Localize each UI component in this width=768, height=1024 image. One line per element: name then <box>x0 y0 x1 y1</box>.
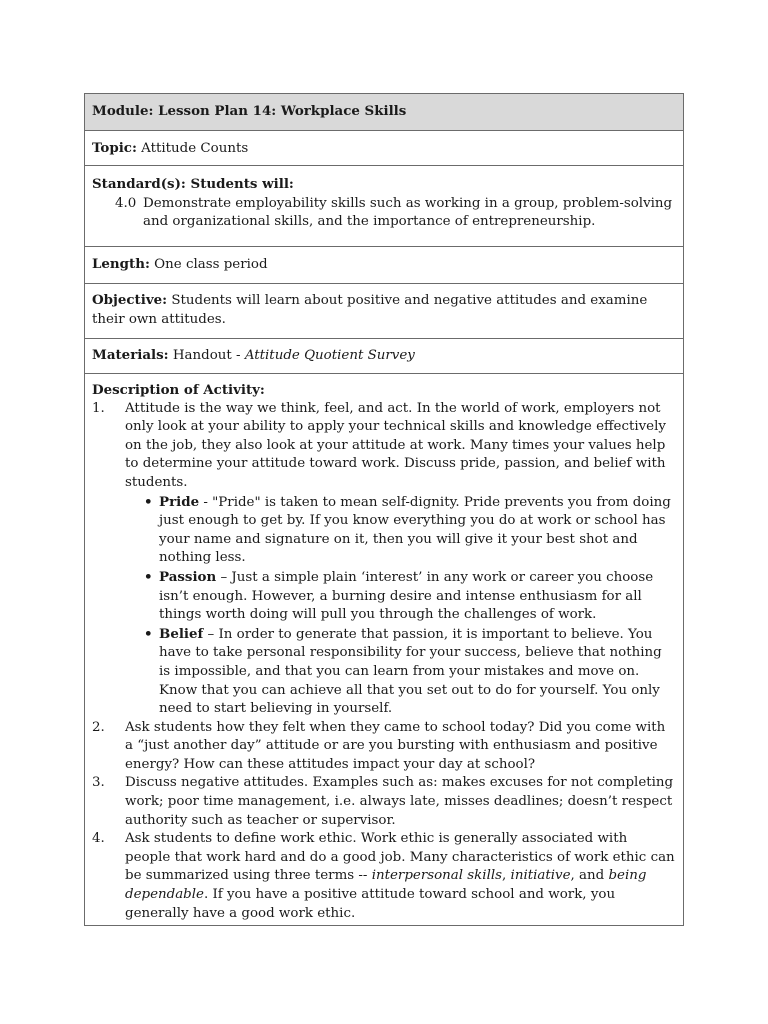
topic-label: Topic: <box>92 140 137 156</box>
bullet-text: – Just a simple plain ‘interest’ in any work or career you choose isn’t enough. However, a burning desire and intense enthusiasm for all things worth doing will pull you through the challenges of work. <box>159 569 654 623</box>
materials-row <box>85 338 683 373</box>
bullet-term: Passion <box>159 568 217 585</box>
term-being-dependable: being dependable <box>125 868 647 903</box>
materials-prefix: Handout - <box>172 348 245 363</box>
bullet-icon: • <box>144 493 153 510</box>
term-initiative: initiative <box>510 868 571 884</box>
bullet-icon: • <box>144 625 153 642</box>
module-title: Module: Lesson Plan 14: Workplace Skills <box>92 103 407 119</box>
standards-label: Standard(s): Students will: <box>92 176 294 192</box>
topic-row <box>85 130 683 165</box>
bullet-term: Belief <box>159 625 204 642</box>
activity-number: 1. <box>92 400 105 416</box>
bullet-icon: • <box>144 568 153 585</box>
standard-text: Demonstrate employability skills such as working in a group, problem-solving and organizational skills, and the importance of entrepreneurship. <box>143 195 673 230</box>
topic-value: Attitude Counts <box>141 141 249 156</box>
activity-number: 3. <box>92 775 105 791</box>
standard-number: 4.0 <box>115 195 137 211</box>
activity-item <box>92 830 676 923</box>
length-value: One class period <box>154 257 268 272</box>
activity-item <box>92 400 676 719</box>
standards-row <box>85 165 683 246</box>
activity-text-end: . If you have a positive attitude toward school and work, you generally have a good work ethic. <box>125 887 616 921</box>
activity-item <box>92 719 676 775</box>
bullet-term: Pride <box>159 493 200 510</box>
activity-text: Ask students to define work ethic. Work ethic is generally associated with people that work hard and do a good job. Many characteristics of work ethic can be summarized using three terms -- <box>125 831 675 884</box>
attitude-bullet-list <box>125 493 676 719</box>
bullet-item-belief <box>125 625 676 719</box>
bullet-item-passion <box>125 568 676 625</box>
activity-number: 2. <box>92 719 105 735</box>
objective-value: Students will learn about positive and negative attitudes and examine their own attitudes. <box>92 293 648 327</box>
bullet-text: - "Pride" is taken to mean self-dignity. Pride prevents you from doing just enough to get by. If you know everything you do at work or school has your name and signature on it, then you will give it your best shot and nothing less. <box>159 494 671 566</box>
lesson-plan-table <box>84 93 684 926</box>
bullet-text: – In order to generate that passion, it is important to believe. You have to take personal responsibility for your success, believe that nothing is impossible, and that you can learn from your mistakes and move on. Know that you can achieve all that you set out to do for yourself. You only need to start believing in yourself. <box>159 626 662 717</box>
description-row <box>85 373 683 925</box>
term-interpersonal-skills: interpersonal skills <box>371 868 503 884</box>
activity-item <box>92 774 676 830</box>
separator: , <box>502 868 511 884</box>
bullet-item-pride <box>125 493 676 568</box>
module-row <box>85 94 683 130</box>
activity-text: Discuss negative attitudes. Examples such as: makes excuses for not completing work; poor time management, i.e. always late, misses deadlines; doesn’t respect authority such as teacher or supervisor. <box>125 775 674 828</box>
materials-label: Materials: <box>92 347 169 363</box>
objective-row <box>85 283 683 338</box>
description-label: Description of Activity: <box>92 382 265 398</box>
materials-title: Attitude Quotient Survey <box>244 348 415 363</box>
length-label: Length: <box>92 256 150 272</box>
objective-label: Objective: <box>92 292 168 308</box>
activity-text: Attitude is the way we think, feel, and act. In the world of work, employers not only look at your ability to apply your technical skills and knowledge effectively on the job, they also look at your attitude at work. Many times your values help to determine your attitude toward work. Discuss pride, passion, and belief with students. <box>125 400 666 490</box>
activity-list <box>92 400 676 924</box>
length-row <box>85 246 683 283</box>
activity-text: Ask students how they felt when they came to school today? Did you come with a “just another day” attitude or are you bursting with enthusiasm and positive energy? How can these attitudes impact your day at school? <box>125 719 666 772</box>
standard-item <box>92 195 676 232</box>
separator: , and <box>570 868 609 884</box>
activity-number: 4. <box>92 831 105 847</box>
